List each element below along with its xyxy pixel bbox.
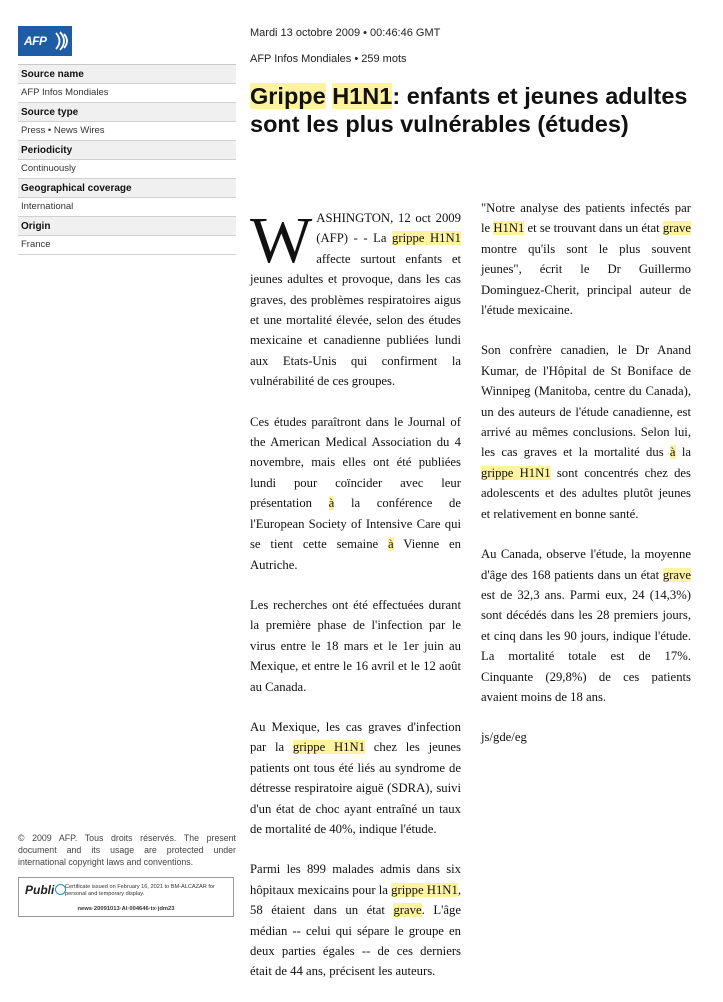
metadata-sidebar xyxy=(18,26,236,255)
article-dateline: Mardi 13 octobre 2009 • 00:46:46 GMT xyxy=(250,27,441,39)
text-run: Son confrère canadien, le Dr Anand Kumar, de l'Hôpital de St Boniface de Winnipeg (Manitoba, centre du Canada), un des auteurs de l'étude canadienne, est arrivé au mêmes conclusions. Selon lui, les cas graves et la mortalité dus xyxy=(481,343,691,460)
keyword-highlight: à xyxy=(388,537,394,552)
text-run: Parmi les 899 malades admis dans six hôpitaux mexicains pour la xyxy=(250,862,461,897)
copyright-notice: © 2009 AFP. Tous droits réservés. The present document and its usage are protected under international copyright laws and conventions. xyxy=(18,833,236,867)
text-run: Au Canada, observe l'étude, la moyenne d'âge des 168 patients dans un état xyxy=(481,547,691,582)
meta-label: Source name xyxy=(18,65,236,84)
paragraph xyxy=(250,859,461,981)
paragraph xyxy=(481,198,691,320)
meta-value: France xyxy=(18,236,236,255)
text-run: la xyxy=(675,445,691,460)
meta-label: Geographical coverage xyxy=(18,179,236,198)
text-run: affecte surtout enfants et jeunes adultes et provoque, dans les cas graves, des problèmes respiratoires aigus et une mortalité élevée, selon des études mexicaine et canadienne publiées lundi aux Etats-Unis qui confirment la vulnérabilité de ces groupes. xyxy=(250,251,461,389)
keyword-highlight: grave xyxy=(393,903,422,918)
keyword-highlight: grippe H1N1 xyxy=(481,465,551,480)
headline-highlight: Grippe xyxy=(250,83,326,109)
certificate-box xyxy=(18,877,234,917)
keyword-highlight: à xyxy=(669,445,676,460)
paragraph xyxy=(481,544,691,707)
headline-highlight: H1N1 xyxy=(332,83,393,109)
afp-waves-icon xyxy=(54,31,70,51)
meta-block-source-name xyxy=(18,65,236,103)
article-column-2 xyxy=(481,198,691,768)
meta-block-source-type xyxy=(18,103,236,141)
keyword-highlight: grippe H1N1 xyxy=(292,740,366,755)
text-run: . L'âge médian -- celui qui sépare le groupe en deux parties égales -- de ces derniers était de 44 ans, précisent les auteurs. xyxy=(250,903,461,979)
paragraph xyxy=(250,717,461,839)
meta-value: International xyxy=(18,198,236,217)
keyword-highlight: à xyxy=(328,496,335,511)
meta-label: Source type xyxy=(18,103,236,122)
afp-logo-text: AFP xyxy=(24,34,47,48)
drop-cap: W xyxy=(250,204,313,277)
publi-brand-text: Publi xyxy=(25,883,55,897)
certificate-text: Certificate issued on February 16, 2021 to BM-ALCAZAR for personal and temporary display. xyxy=(65,884,215,897)
text-run: chez les jeunes patients ont tous été liés au syndrome de détresse respiratoire aiguë (SDRA), suivi d'un état de choc ayant entraîné un taux de mortalité de 40%, indique l'étude. xyxy=(250,740,461,836)
meta-value: Press • News Wires xyxy=(18,122,236,141)
keyword-highlight: grippe H1N1 xyxy=(391,882,458,897)
text-run: sont concentrés chez des adolescents et des adultes plutôt jeunes et relativement en bonne santé. xyxy=(481,465,691,521)
keyword-highlight: grave xyxy=(662,567,691,582)
keyword-highlight: grave xyxy=(662,221,692,236)
paragraph xyxy=(481,340,691,524)
headline-text: : enfants et jeunes adultes sont les plus vulnérables (études) xyxy=(250,83,688,137)
paragraph xyxy=(250,412,461,575)
text-run: ASHINGTON, 12 oct 2009 (AFP) - - La xyxy=(316,211,461,246)
afp-logo xyxy=(18,26,72,56)
meta-label: Periodicity xyxy=(18,141,236,160)
keyword-highlight: grippe H1N1 xyxy=(392,231,461,246)
text-run: montre qu'ils sont le plus souvent jeunes", écrit le Dr Guillermo Dominguez-Cherit, principal auteur de l'étude mexicaine. xyxy=(481,241,691,318)
paragraph xyxy=(250,204,461,392)
meta-label: Origin xyxy=(18,217,236,236)
meta-value: AFP Infos Mondiales xyxy=(18,84,236,103)
article-headline xyxy=(250,82,690,138)
keyword-highlight: H1N1 xyxy=(493,221,525,236)
text-run: "Notre analyse des patients infectés par le xyxy=(481,201,691,236)
text-run: la conférence de l'European Society of Intensive Care qui se tient cette semaine xyxy=(250,496,461,552)
publi-logo xyxy=(25,883,66,897)
meta-block-origin xyxy=(18,217,236,255)
document-code: news·20091013·AI·004646·tx·jdm23 xyxy=(77,906,175,912)
article-source-line: AFP Infos Mondiales • 259 mots xyxy=(250,53,407,65)
meta-block-geographical-coverage xyxy=(18,179,236,217)
text-run: , 58 étaient dans un état xyxy=(250,882,461,918)
text-run: Au Mexique, les cas graves d'infection par la xyxy=(250,719,461,755)
text-run: Ces études paraîtront dans le Journal of the American Medical Association du 4 novembre, mais elles ont été publiées lundi pour coïncider avec leur présentation xyxy=(250,414,461,511)
text-run: et se trouvant dans un état xyxy=(524,221,663,236)
signature: js/gde/eg xyxy=(481,730,527,745)
meta-block-periodicity xyxy=(18,141,236,179)
paragraph: Les recherches ont été effectuées durant la première phase de l'infection par le virus entre le 18 mars et le 1er juin au Mexique, et entre le 16 avril et le 12 août au Canada. xyxy=(250,597,461,694)
meta-value: Continuously xyxy=(18,160,236,179)
text-run: Vienne en Autriche. xyxy=(250,537,461,572)
article-column-1 xyxy=(250,204,461,1002)
text-run: est de 32,3 ans. Parmi eux, 24 (14,3%) sont décédés dans les 28 premiers jours, et cinq dans les 90 jours, indique l'étude. La mortalité totale est de 17%. Cinquante (29,8%) de ces patients avaient moins de 18 ans. xyxy=(481,587,691,704)
